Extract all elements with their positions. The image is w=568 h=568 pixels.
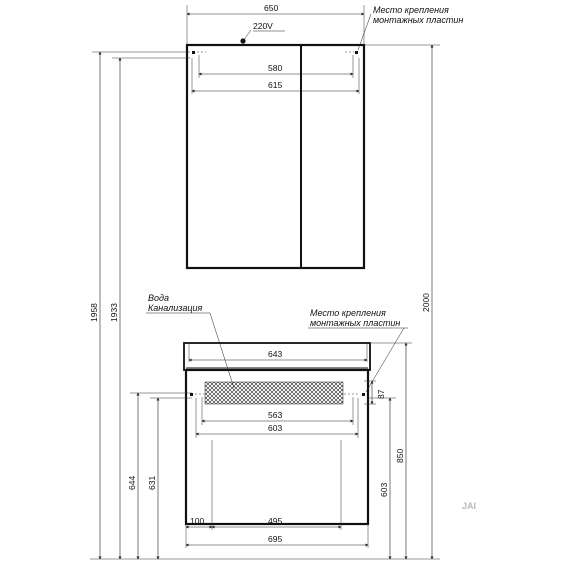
mount-note-line-1: Место крепления xyxy=(310,308,386,318)
supply-note-line-2: Канализация xyxy=(148,303,203,313)
cabinet-outline xyxy=(187,45,364,268)
dim-643: 643 xyxy=(268,349,283,359)
mount-note-line-2: монтажных пластин xyxy=(310,318,401,328)
dim-695: 695 xyxy=(268,534,283,544)
dim-644: 644 xyxy=(127,475,137,490)
dim-220v: 220V xyxy=(253,21,273,31)
vanity-unit xyxy=(146,293,408,548)
dim-650: 650 xyxy=(264,3,279,13)
dim-495: 495 xyxy=(268,516,283,526)
mirror-cabinet xyxy=(187,3,463,268)
dim-87: 87 xyxy=(376,389,386,399)
dim-100: 100 xyxy=(190,516,205,526)
mirror-note-line-2: монтажных пластин xyxy=(373,15,464,25)
mirror-note-line-1: Место крепления xyxy=(373,5,449,15)
vertical-dimensions xyxy=(89,45,440,559)
dim-615: 615 xyxy=(268,80,283,90)
pipe-zone-hatch xyxy=(205,382,343,404)
dim-2000: 2000 xyxy=(421,293,431,312)
dim-1958: 1958 xyxy=(89,303,99,322)
supply-note-line-1: Вода xyxy=(148,293,169,303)
dim-603-vertical: 603 xyxy=(379,482,389,497)
dim-603: 603 xyxy=(268,423,283,433)
dim-850: 850 xyxy=(395,448,405,463)
dim-631: 631 xyxy=(147,475,157,490)
watermark-logo: JAI xyxy=(462,501,477,511)
dim-1933: 1933 xyxy=(109,303,119,322)
dim-580: 580 xyxy=(268,63,283,73)
dim-563: 563 xyxy=(268,410,283,420)
